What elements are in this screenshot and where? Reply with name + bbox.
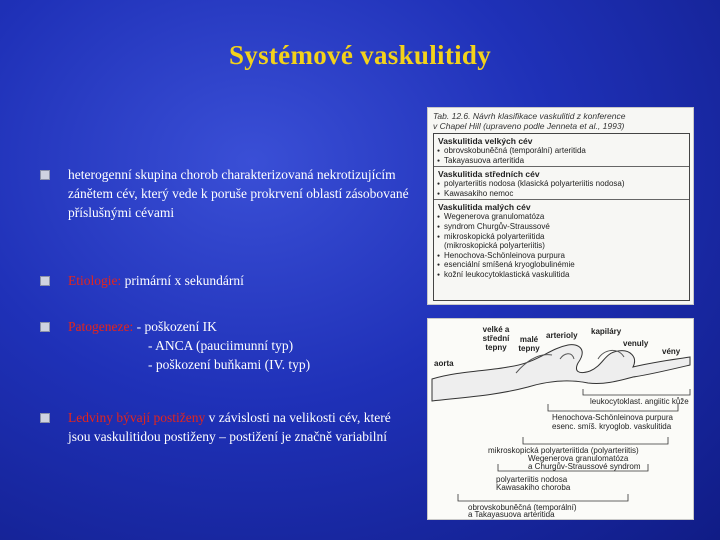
table-item: ● polyarteriitis nodosa (klasická polyarteriitis nodosa) [434, 179, 689, 189]
table-item: ● kožní leukocytoklastická vaskulitida [434, 270, 689, 280]
table-item: ● obrovskobuněčná (temporální) arteritida [434, 146, 689, 156]
label-disease: leukocytoklast. angiitic kůže [590, 397, 689, 406]
table-item: ● mikroskopická polyarteriitida [434, 232, 689, 242]
bullet-label: Etiologie: [68, 273, 122, 288]
label-large-arteries: velké a střední tepny [482, 325, 510, 352]
bullet-etiology [40, 271, 410, 290]
label-capillaries: kapiláry [591, 327, 622, 336]
label-veins: vény [662, 347, 681, 356]
table-group-heading: Vaskulitida malých cév [438, 202, 531, 213]
label-disease: a Churgův-Straussové syndrom [528, 462, 641, 471]
label-small-arteries: malé tepny [518, 335, 540, 353]
bullet-subline: - poškození buňkami (IV. typ) [148, 357, 311, 372]
table-item: ● syndrom Churgův-Straussové [434, 222, 689, 232]
slide-title: Systémové vaskulitidy [228, 40, 492, 70]
table-item: ● Kawasakiho nemoc [434, 189, 689, 199]
label-disease: mikroskopická polyarteriitida (polyarteriitis) [488, 446, 639, 455]
label-aorta: aorta [434, 359, 454, 368]
table-body [433, 133, 690, 301]
label-arterioles: arterioly [546, 331, 578, 340]
table-group-heading: Vaskulitida středních cév [438, 169, 540, 180]
bullet-square-icon [40, 413, 50, 423]
bullet-square-icon [40, 322, 50, 332]
table-caption: Tab. 12.6. Návrh klasifikace vaskulitid z konference v Chapel Hill (upraveno podle Jenneta et al., 1993) [433, 111, 626, 131]
table-item: ● Wegenerova granulomatóza [434, 212, 689, 222]
bullet-label: Ledviny bývají postiženy [68, 410, 206, 425]
table-group-heading: Vaskulitida velkých cév [438, 136, 533, 146]
table-item: ● Takayasuova arteritida [434, 156, 689, 166]
bullet-label: Patogeneze: [68, 319, 134, 334]
bullet-subline: - ANCA (pauciimunní typ) [148, 338, 294, 353]
label-venules: venuly [623, 339, 649, 348]
bullet-text: heterogenní skupina chorob charakterizovaná nekrotizujícím zánětem cév, který vede k poruše prokrvení oblastí zásobované příslušnými cévami [68, 167, 409, 220]
label-disease: esenc. smíš. kryoglob. vaskulitida [552, 422, 672, 431]
bullet-definition [40, 165, 410, 222]
bullet-square-icon [40, 170, 50, 180]
vessel-diagram-figure [427, 318, 694, 520]
label-disease: Wegenerova granulomatóza [528, 454, 629, 463]
label-disease: polyarteriitis nodosa [496, 475, 568, 484]
bullet-text: - poškození IK [133, 319, 217, 334]
bullet-text: primární x sekundární [121, 273, 244, 288]
bullet-pathogenesis [40, 317, 410, 374]
label-disease: a Takayasuova arteritida [468, 510, 555, 519]
table-item: (mikroskopická polyarteriitis) [444, 241, 545, 251]
bullet-text: v závislosti na velikosti cév, které jsou vaskulitidou postiženy – postižení je značně variabilní [68, 410, 391, 444]
table-item: ● esenciální smíšená kryoglobulinémie [434, 260, 689, 270]
label-disease: Henochova-Schönleinova purpura [552, 413, 673, 422]
classification-table-figure [427, 107, 694, 305]
bullet-square-icon [40, 276, 50, 286]
bullet-kidneys [40, 408, 410, 446]
label-disease: obrovskobuněčná (temporální) [468, 503, 577, 512]
table-item: ● Henochova-Schönleinova purpura [434, 251, 689, 261]
label-disease: Kawasakiho choroba [496, 483, 571, 492]
